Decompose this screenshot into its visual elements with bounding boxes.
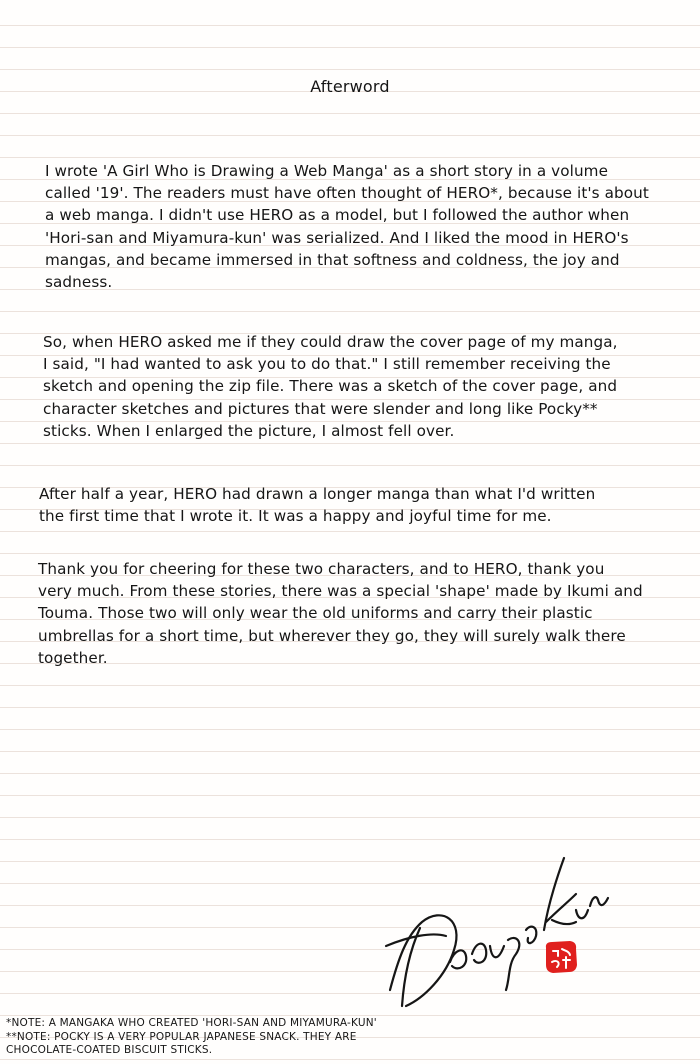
paragraph-thanks [38,558,643,669]
paragraph-intro [45,160,649,293]
text-line: umbrellas for a short time, but wherever they go, they will surely walk there [38,626,626,645]
text-line: So, when HERO asked me if they could draw the cover page of my manga, [43,333,618,351]
text-line: mangas, and became immersed in that softness and coldness, the joy and [45,250,620,269]
text-line: I wrote 'A Girl Who is Drawing a Web Manga' as a short story in a volume [45,162,609,180]
text-line: the first time that I wrote it. It was a happy and joyful time for me. [39,507,552,526]
translation-notes [6,1017,377,1058]
note-line: CHOCOLATE-COATED BISCUIT STICKS. [6,1044,213,1056]
text-line: character sketches and pictures that were slender and long like Pocky** [43,399,598,418]
text-line: Touma. Those two will only wear the old uniforms and carry their plastic [38,604,593,623]
text-line: sadness. [45,273,113,292]
page-title: Afterword [310,77,390,96]
text-line: I said, "I had wanted to ask you to do that." I still remember receiving the [43,355,611,374]
author-signature [380,850,610,1020]
text-line: Thank you for cheering for these two characters, and to HERO, thank you [38,560,605,578]
hanko-seal-icon [543,939,579,975]
paragraph-cover-page [43,331,618,442]
text-line: 'Hori-san and Miyamura-kun' was serialized. And I liked the mood in HERO's [45,228,629,247]
note-line: *NOTE: A MANGAKA WHO CREATED 'HORI-SAN AND MIYAMURA-KUN' [6,1017,377,1029]
text-line: very much. From these stories, there was a special 'shape' made by Ikumi and [38,582,643,601]
text-line: called '19'. The readers must have often thought of HERO*, because it's about [45,184,649,203]
text-line: After half a year, HERO had drawn a longer manga than what I'd written [39,485,596,503]
text-line: sketch and opening the zip file. There was a sketch of the cover page, and [43,377,618,396]
note-line: **NOTE: POCKY IS A VERY POPULAR JAPANESE SNACK. THEY ARE [6,1030,357,1043]
text-line: sticks. When I enlarged the picture, I almost fell over. [43,421,455,440]
text-line: a web manga. I didn't use HERO as a model, but I followed the author when [45,206,630,225]
paragraph-half-year [39,483,595,527]
text-line: together. [38,648,108,667]
